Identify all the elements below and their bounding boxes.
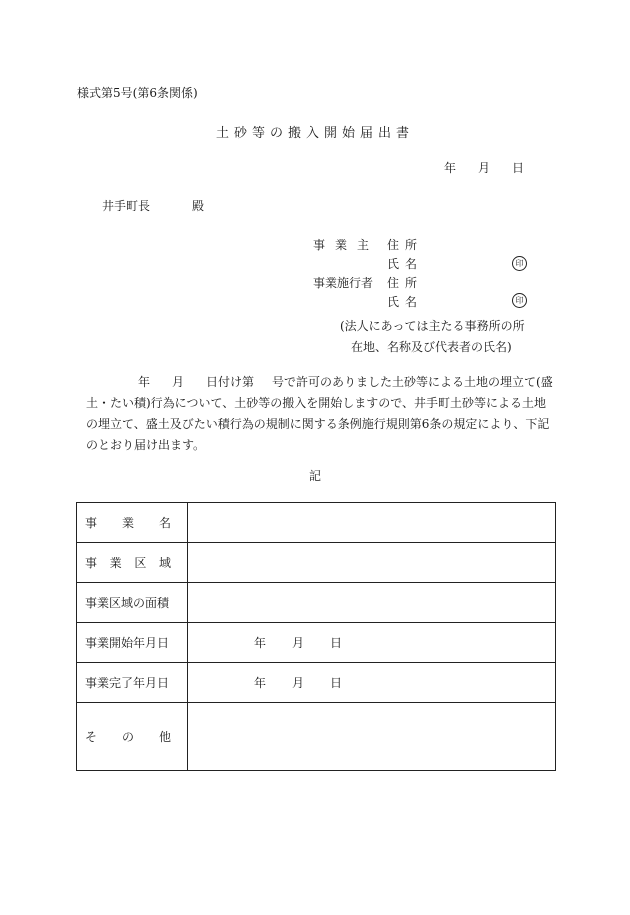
corporate-note-line1: (法人にあっては主たる事務所の所	[340, 319, 525, 333]
contractor-address-label: 住所	[387, 276, 424, 290]
submission-date	[444, 159, 524, 176]
corporate-note-line2: 在地、名称及び代表者の氏名)	[351, 340, 512, 354]
addressee-name: 井手町長	[102, 199, 151, 213]
table-row	[77, 543, 556, 583]
end-date-value[interactable]: 年 月 日	[188, 663, 556, 703]
body-year: 年	[138, 375, 151, 389]
notice-body	[86, 372, 556, 456]
table-row	[77, 663, 556, 703]
date-year-label: 年	[444, 161, 457, 175]
date-month-label: 月	[478, 161, 491, 175]
table-row	[77, 623, 556, 663]
project-name-value[interactable]	[188, 503, 556, 543]
page-title: 土砂等の搬入開始届出書	[215, 126, 414, 141]
date-day-label: 日	[512, 161, 525, 175]
ki-heading: 記	[308, 469, 321, 483]
area-size-value[interactable]	[188, 583, 556, 623]
owner-seal-icon: 印	[512, 256, 527, 271]
other-value[interactable]	[188, 703, 556, 771]
contractor-name-label: 氏名	[387, 295, 424, 309]
area-size-label: 事業区域の面積	[77, 583, 188, 623]
body-text: 号で許可のありました土砂等による土地の埋立て(盛土・たい積)行為について、土砂等の搬入を開始しますので、井手町土砂等による土地の埋立て、盛土及びたい積行為の規制に関する条例施行規則第6条の規定により、下記のとおり届け出ます。	[86, 375, 553, 452]
project-area-label: 事 業 区 域	[85, 556, 171, 570]
contractor-role-label: 事業施行者	[313, 276, 374, 290]
project-name-label: 事 業 名	[85, 516, 171, 530]
contractor-seal-icon: 印	[512, 293, 527, 308]
body-month: 月	[172, 375, 185, 389]
form-number: 様式第5号(第6条関係)	[77, 86, 198, 100]
other-label: そ の 他	[85, 730, 171, 744]
start-date-label: 事業開始年月日	[77, 623, 188, 663]
owner-role-label: 事業主	[313, 238, 380, 252]
table-row	[77, 583, 556, 623]
addressee-honorific: 殿	[192, 199, 205, 213]
table-row	[77, 503, 556, 543]
owner-name-label: 氏名	[387, 257, 424, 271]
project-area-value[interactable]	[188, 543, 556, 583]
body-dated: 日付け第	[206, 375, 255, 389]
owner-address-label: 住所	[387, 238, 424, 252]
end-date-label: 事業完了年月日	[77, 663, 188, 703]
start-date-value[interactable]: 年 月 日	[188, 623, 556, 663]
details-table	[76, 502, 556, 771]
table-row	[77, 703, 556, 771]
addressee	[102, 197, 204, 214]
